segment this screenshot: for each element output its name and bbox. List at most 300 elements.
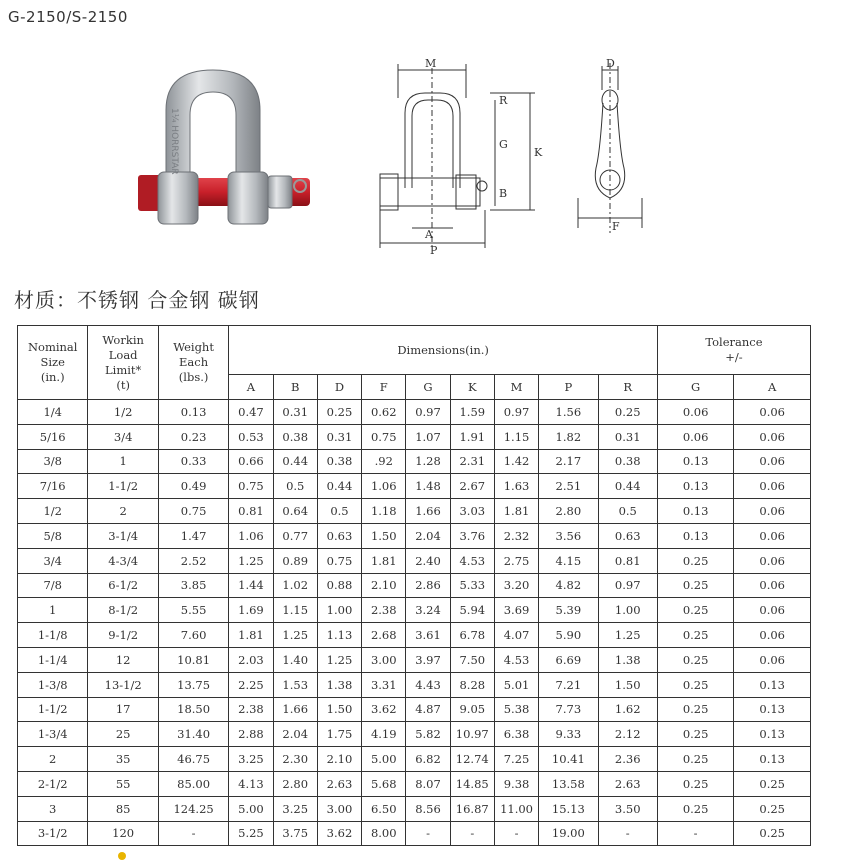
logo-mark	[118, 852, 126, 860]
table-cell: 1.59	[450, 400, 494, 425]
table-cell: 0.25	[657, 647, 733, 672]
table-cell: 0.25	[657, 672, 733, 697]
table-cell: 0.31	[317, 424, 361, 449]
table-cell: 4.53	[494, 647, 538, 672]
table-cell: -	[158, 821, 228, 846]
table-cell: 5.39	[539, 598, 598, 623]
header-dim-M: M	[494, 375, 538, 400]
table-cell: 85	[88, 796, 158, 821]
table-cell: 0.13	[734, 697, 811, 722]
table-cell: 10.97	[450, 722, 494, 747]
table-cell: 0.06	[734, 449, 811, 474]
table-cell: 0.75	[317, 548, 361, 573]
table-cell: 0.25	[317, 400, 361, 425]
table-cell: 120	[88, 821, 158, 846]
header-nominal-size	[18, 326, 88, 400]
table-cell: 1-3/4	[18, 722, 88, 747]
table-cell: 0.13	[734, 747, 811, 772]
table-cell: 7.73	[539, 697, 598, 722]
side-view-diagram	[560, 58, 680, 238]
header-text: Weight	[173, 340, 214, 354]
table-cell: 5.94	[450, 598, 494, 623]
label-P: P	[430, 244, 438, 257]
header-text: Size	[40, 355, 65, 369]
table-cell: 0.97	[598, 573, 657, 598]
label-M: M	[425, 58, 437, 70]
table-cell: 7.25	[494, 747, 538, 772]
table-cell: 0.75	[229, 474, 273, 499]
table-cell: 2.38	[229, 697, 273, 722]
table-cell: -	[494, 821, 538, 846]
table-cell: 3.56	[539, 523, 598, 548]
header-text: Tolerance	[705, 335, 763, 349]
table-cell: 7.50	[450, 647, 494, 672]
table-cell: 3.76	[450, 523, 494, 548]
table-cell: 4.19	[362, 722, 406, 747]
table-cell: 2.04	[273, 722, 317, 747]
table-cell: 18.50	[158, 697, 228, 722]
table-cell: 1.63	[494, 474, 538, 499]
table-cell: 1.38	[598, 647, 657, 672]
table-cell: 3.69	[494, 598, 538, 623]
table-cell: 4.13	[229, 771, 273, 796]
table-cell: 0.13	[657, 474, 733, 499]
header-weight	[158, 326, 228, 400]
table-cell: 1-1/2	[18, 697, 88, 722]
table-cell: 0.77	[273, 523, 317, 548]
table-cell: 0.47	[229, 400, 273, 425]
table-cell: 35	[88, 747, 158, 772]
table-cell: 0.64	[273, 499, 317, 524]
table-cell: 0.97	[494, 400, 538, 425]
table-cell: 9.38	[494, 771, 538, 796]
table-cell: 0.13	[158, 400, 228, 425]
table-cell: 1.47	[158, 523, 228, 548]
table-cell: 0.44	[598, 474, 657, 499]
table-cell: 14.85	[450, 771, 494, 796]
table-cell: 1.66	[406, 499, 450, 524]
table-cell: 3.20	[494, 573, 538, 598]
table-cell: 2	[18, 747, 88, 772]
table-cell: 3.00	[362, 647, 406, 672]
table-cell: 1.25	[317, 647, 361, 672]
table-cell: 2.67	[450, 474, 494, 499]
table-cell: 1.82	[539, 424, 598, 449]
front-view-diagram	[370, 58, 560, 258]
label-D: D	[606, 58, 615, 70]
table-cell: -	[657, 821, 733, 846]
table-cell: 124.25	[158, 796, 228, 821]
table-cell: 1.00	[598, 598, 657, 623]
table-cell: 1-1/4	[18, 647, 88, 672]
table-cell: 0.49	[158, 474, 228, 499]
table-row	[18, 672, 811, 697]
table-cell: 1.48	[406, 474, 450, 499]
table-cell: 6.50	[362, 796, 406, 821]
table-cell: 5/16	[18, 424, 88, 449]
table-cell: 1.02	[273, 573, 317, 598]
table-cell: 0.89	[273, 548, 317, 573]
table-cell: 0.25	[657, 722, 733, 747]
table-cell: 7.21	[539, 672, 598, 697]
table-cell: 4.53	[450, 548, 494, 573]
table-cell: 5.33	[450, 573, 494, 598]
table-cell: 1.56	[539, 400, 598, 425]
table-cell: 3.25	[273, 796, 317, 821]
header-dim-P: P	[539, 375, 598, 400]
table-cell: 85.00	[158, 771, 228, 796]
table-cell: 2.10	[362, 573, 406, 598]
table-row	[18, 747, 811, 772]
table-row	[18, 821, 811, 846]
table-cell: 19.00	[539, 821, 598, 846]
table-cell: 0.25	[598, 400, 657, 425]
table-cell: 4.82	[539, 573, 598, 598]
header-dim-F: F	[362, 375, 406, 400]
table-cell: 2.36	[598, 747, 657, 772]
table-cell: 2.17	[539, 449, 598, 474]
table-cell: 3.31	[362, 672, 406, 697]
table-cell: 0.25	[657, 796, 733, 821]
table-row	[18, 424, 811, 449]
table-cell: 1.62	[598, 697, 657, 722]
table-cell: 2.32	[494, 523, 538, 548]
table-cell: 3	[18, 796, 88, 821]
header-dim-D: D	[317, 375, 361, 400]
table-cell: 3.62	[317, 821, 361, 846]
table-cell: 0.13	[734, 722, 811, 747]
header-dim-A: A	[229, 375, 273, 400]
table-cell: 1.42	[494, 449, 538, 474]
table-cell: 8.07	[406, 771, 450, 796]
table-cell: 1.38	[317, 672, 361, 697]
table-cell: 0.13	[657, 523, 733, 548]
table-cell: 3.24	[406, 598, 450, 623]
table-cell: 0.5	[273, 474, 317, 499]
table-row	[18, 523, 811, 548]
header-text: Workin	[102, 332, 144, 347]
table-row	[18, 623, 811, 648]
table-cell: 13-1/2	[88, 672, 158, 697]
shackle-photo	[128, 60, 328, 250]
table-cell: 3.00	[317, 796, 361, 821]
table-row	[18, 548, 811, 573]
table-cell: 1/2	[88, 400, 158, 425]
table-cell: 17	[88, 697, 158, 722]
table-row	[18, 796, 811, 821]
table-cell: 0.23	[158, 424, 228, 449]
table-cell: 0.38	[273, 424, 317, 449]
table-cell: 3/8	[18, 449, 88, 474]
table-cell: 55	[88, 771, 158, 796]
table-cell: 6.69	[539, 647, 598, 672]
table-cell: 6.38	[494, 722, 538, 747]
table-cell: 2.04	[406, 523, 450, 548]
table-cell: 0.25	[734, 796, 811, 821]
table-cell: 1	[88, 449, 158, 474]
table-cell: 0.25	[734, 771, 811, 796]
table-cell: 0.25	[657, 573, 733, 598]
table-cell: 5.00	[229, 796, 273, 821]
label-G: G	[499, 138, 508, 151]
table-cell: 0.44	[317, 474, 361, 499]
table-cell: 15.13	[539, 796, 598, 821]
table-cell: 0.75	[362, 424, 406, 449]
table-cell: 1	[18, 598, 88, 623]
table-cell: 1.15	[494, 424, 538, 449]
table-cell: 0.38	[598, 449, 657, 474]
table-cell: 1.44	[229, 573, 273, 598]
table-cell: 8-1/2	[88, 598, 158, 623]
label-R: R	[499, 94, 508, 107]
table-cell: 11.00	[494, 796, 538, 821]
header-dim-B: B	[273, 375, 317, 400]
label-K: K	[534, 146, 543, 159]
table-row	[18, 598, 811, 623]
table-cell: 5.25	[229, 821, 273, 846]
table-cell: 0.06	[734, 573, 811, 598]
table-cell: 5.00	[362, 747, 406, 772]
table-cell: 3/4	[88, 424, 158, 449]
table-cell: 6.78	[450, 623, 494, 648]
table-cell: 7/16	[18, 474, 88, 499]
table-cell: 9-1/2	[88, 623, 158, 648]
table-cell: 5.55	[158, 598, 228, 623]
table-cell: 0.06	[734, 424, 811, 449]
table-cell: 3.50	[598, 796, 657, 821]
table-cell: 0.31	[598, 424, 657, 449]
table-row	[18, 647, 811, 672]
table-cell: 2.51	[539, 474, 598, 499]
table-cell: 2.86	[406, 573, 450, 598]
table-cell: 3-1/2	[18, 821, 88, 846]
table-cell: 4.15	[539, 548, 598, 573]
table-row	[18, 697, 811, 722]
table-cell: 0.44	[273, 449, 317, 474]
table-cell: 0.25	[657, 623, 733, 648]
table-cell: 3.97	[406, 647, 450, 672]
table-row	[18, 771, 811, 796]
table-cell: 2-1/2	[18, 771, 88, 796]
page-title: G-2150/S-2150	[8, 8, 128, 26]
header-dim-R: R	[598, 375, 657, 400]
table-cell: 3/4	[18, 548, 88, 573]
table-cell: 13.58	[539, 771, 598, 796]
table-cell: 1.53	[273, 672, 317, 697]
table-cell: 0.06	[734, 523, 811, 548]
table-cell: 5/8	[18, 523, 88, 548]
header-text: (t)	[116, 377, 130, 392]
table-cell: 4.87	[406, 697, 450, 722]
table-cell: 1.18	[362, 499, 406, 524]
header-text: Each	[179, 355, 209, 369]
table-cell: 5.01	[494, 672, 538, 697]
table-cell: 7.60	[158, 623, 228, 648]
table-cell: 16.87	[450, 796, 494, 821]
table-cell: 1.13	[317, 623, 361, 648]
table-cell: 2.63	[598, 771, 657, 796]
table-cell: 3.25	[229, 747, 273, 772]
table-row	[18, 499, 811, 524]
table-cell: 4.43	[406, 672, 450, 697]
table-cell: 0.06	[734, 400, 811, 425]
header-text: +/-	[725, 350, 743, 364]
table-cell: 3.85	[158, 573, 228, 598]
table-cell: 0.13	[734, 672, 811, 697]
table-cell: 0.06	[734, 598, 811, 623]
table-cell: 3.61	[406, 623, 450, 648]
header-text: (lbs.)	[178, 370, 209, 384]
header-dimensions: Dimensions(in.)	[229, 326, 658, 375]
table-cell: 1.81	[229, 623, 273, 648]
header-text: Nominal	[27, 340, 78, 354]
table-row	[18, 474, 811, 499]
table-cell: 4-3/4	[88, 548, 158, 573]
table-cell: 6-1/2	[88, 573, 158, 598]
table-cell: 6.82	[406, 747, 450, 772]
table-cell: 0.25	[657, 747, 733, 772]
table-cell: -	[598, 821, 657, 846]
table-cell: 3-1/4	[88, 523, 158, 548]
table-cell: 0.13	[657, 449, 733, 474]
table-cell: 5.90	[539, 623, 598, 648]
table-cell: 2	[88, 499, 158, 524]
table-cell: 0.75	[158, 499, 228, 524]
table-cell: 1.06	[229, 523, 273, 548]
table-cell: 0.31	[273, 400, 317, 425]
table-row	[18, 573, 811, 598]
header-text: Load	[108, 347, 138, 362]
table-cell: 2.31	[450, 449, 494, 474]
table-cell: 0.25	[657, 598, 733, 623]
table-cell: 0.25	[734, 821, 811, 846]
table-cell: 0.62	[362, 400, 406, 425]
table-cell: 3.03	[450, 499, 494, 524]
table-cell: 1.50	[362, 523, 406, 548]
table-cell: 2.30	[273, 747, 317, 772]
table-cell: 0.06	[734, 548, 811, 573]
table-cell: 8.00	[362, 821, 406, 846]
table-cell: 7/8	[18, 573, 88, 598]
table-cell: -	[450, 821, 494, 846]
table-cell: 1.91	[450, 424, 494, 449]
table-cell: 10.81	[158, 647, 228, 672]
spec-table	[17, 325, 811, 846]
stamp-text: 1¼ HORRSTAR	[169, 108, 179, 175]
table-cell: 1.75	[317, 722, 361, 747]
label-F: F	[612, 220, 620, 233]
header-text: (in.)	[40, 370, 65, 384]
table-cell: 2.80	[539, 499, 598, 524]
table-cell: 9.05	[450, 697, 494, 722]
table-cell: 0.81	[229, 499, 273, 524]
table-cell: 1.15	[273, 598, 317, 623]
table-cell: 0.53	[229, 424, 273, 449]
table-row	[18, 449, 811, 474]
table-cell: 0.38	[317, 449, 361, 474]
table-cell: 2.68	[362, 623, 406, 648]
table-cell: 1.25	[273, 623, 317, 648]
spec-table-body	[18, 400, 811, 846]
table-cell: 25	[88, 722, 158, 747]
table-cell: 0.81	[598, 548, 657, 573]
table-cell: 0.06	[657, 424, 733, 449]
header-dim-G: G	[406, 375, 450, 400]
table-cell: 0.5	[598, 499, 657, 524]
header-dim-K: K	[450, 375, 494, 400]
header-tolerance	[657, 326, 810, 375]
label-B: B	[499, 187, 508, 200]
table-cell: 5.82	[406, 722, 450, 747]
table-cell: 2.38	[362, 598, 406, 623]
table-cell: 0.06	[734, 623, 811, 648]
table-cell: 1.66	[273, 697, 317, 722]
table-cell: 1.40	[273, 647, 317, 672]
table-cell: 0.5	[317, 499, 361, 524]
table-cell: 2.63	[317, 771, 361, 796]
header-text: Limit*	[105, 362, 142, 377]
table-cell: 1/4	[18, 400, 88, 425]
table-cell: 3.75	[273, 821, 317, 846]
table-cell: 0.06	[734, 499, 811, 524]
table-cell: 0.25	[657, 771, 733, 796]
table-cell: 12	[88, 647, 158, 672]
table-cell: 0.63	[598, 523, 657, 548]
table-cell: 10.41	[539, 747, 598, 772]
table-cell: 2.03	[229, 647, 273, 672]
table-cell: 0.06	[657, 400, 733, 425]
table-cell: 2.52	[158, 548, 228, 573]
table-cell: 1.50	[317, 697, 361, 722]
table-cell: 0.97	[406, 400, 450, 425]
table-cell: 8.28	[450, 672, 494, 697]
table-row	[18, 400, 811, 425]
header-working-load-limit	[88, 326, 158, 400]
table-cell: 1.25	[598, 623, 657, 648]
label-A: A	[425, 228, 433, 241]
table-cell: 1.28	[406, 449, 450, 474]
table-cell: 0.13	[657, 499, 733, 524]
table-cell: 0.06	[734, 474, 811, 499]
table-cell: 1/2	[18, 499, 88, 524]
table-cell: 1.81	[494, 499, 538, 524]
table-cell: 1-1/8	[18, 623, 88, 648]
table-cell: 1.06	[362, 474, 406, 499]
table-cell: 0.88	[317, 573, 361, 598]
table-cell: 5.38	[494, 697, 538, 722]
table-cell: 1.69	[229, 598, 273, 623]
table-cell: 0.25	[657, 697, 733, 722]
table-cell: 2.75	[494, 548, 538, 573]
table-cell: 0.33	[158, 449, 228, 474]
table-cell: 13.75	[158, 672, 228, 697]
table-cell: 8.56	[406, 796, 450, 821]
table-cell: 2.10	[317, 747, 361, 772]
table-cell: 0.66	[229, 449, 273, 474]
material-line: 材质：不锈钢 合金钢 碳钢	[14, 288, 260, 312]
table-cell: 1.25	[229, 548, 273, 573]
table-cell: 1.50	[598, 672, 657, 697]
header-tol-G: G	[657, 375, 733, 400]
table-cell: 2.40	[406, 548, 450, 573]
table-cell: 0.63	[317, 523, 361, 548]
table-cell: 12.74	[450, 747, 494, 772]
table-cell: 1-3/8	[18, 672, 88, 697]
table-cell: .92	[362, 449, 406, 474]
header-tol-A: A	[734, 375, 811, 400]
table-row	[18, 722, 811, 747]
table-cell: 1-1/2	[88, 474, 158, 499]
